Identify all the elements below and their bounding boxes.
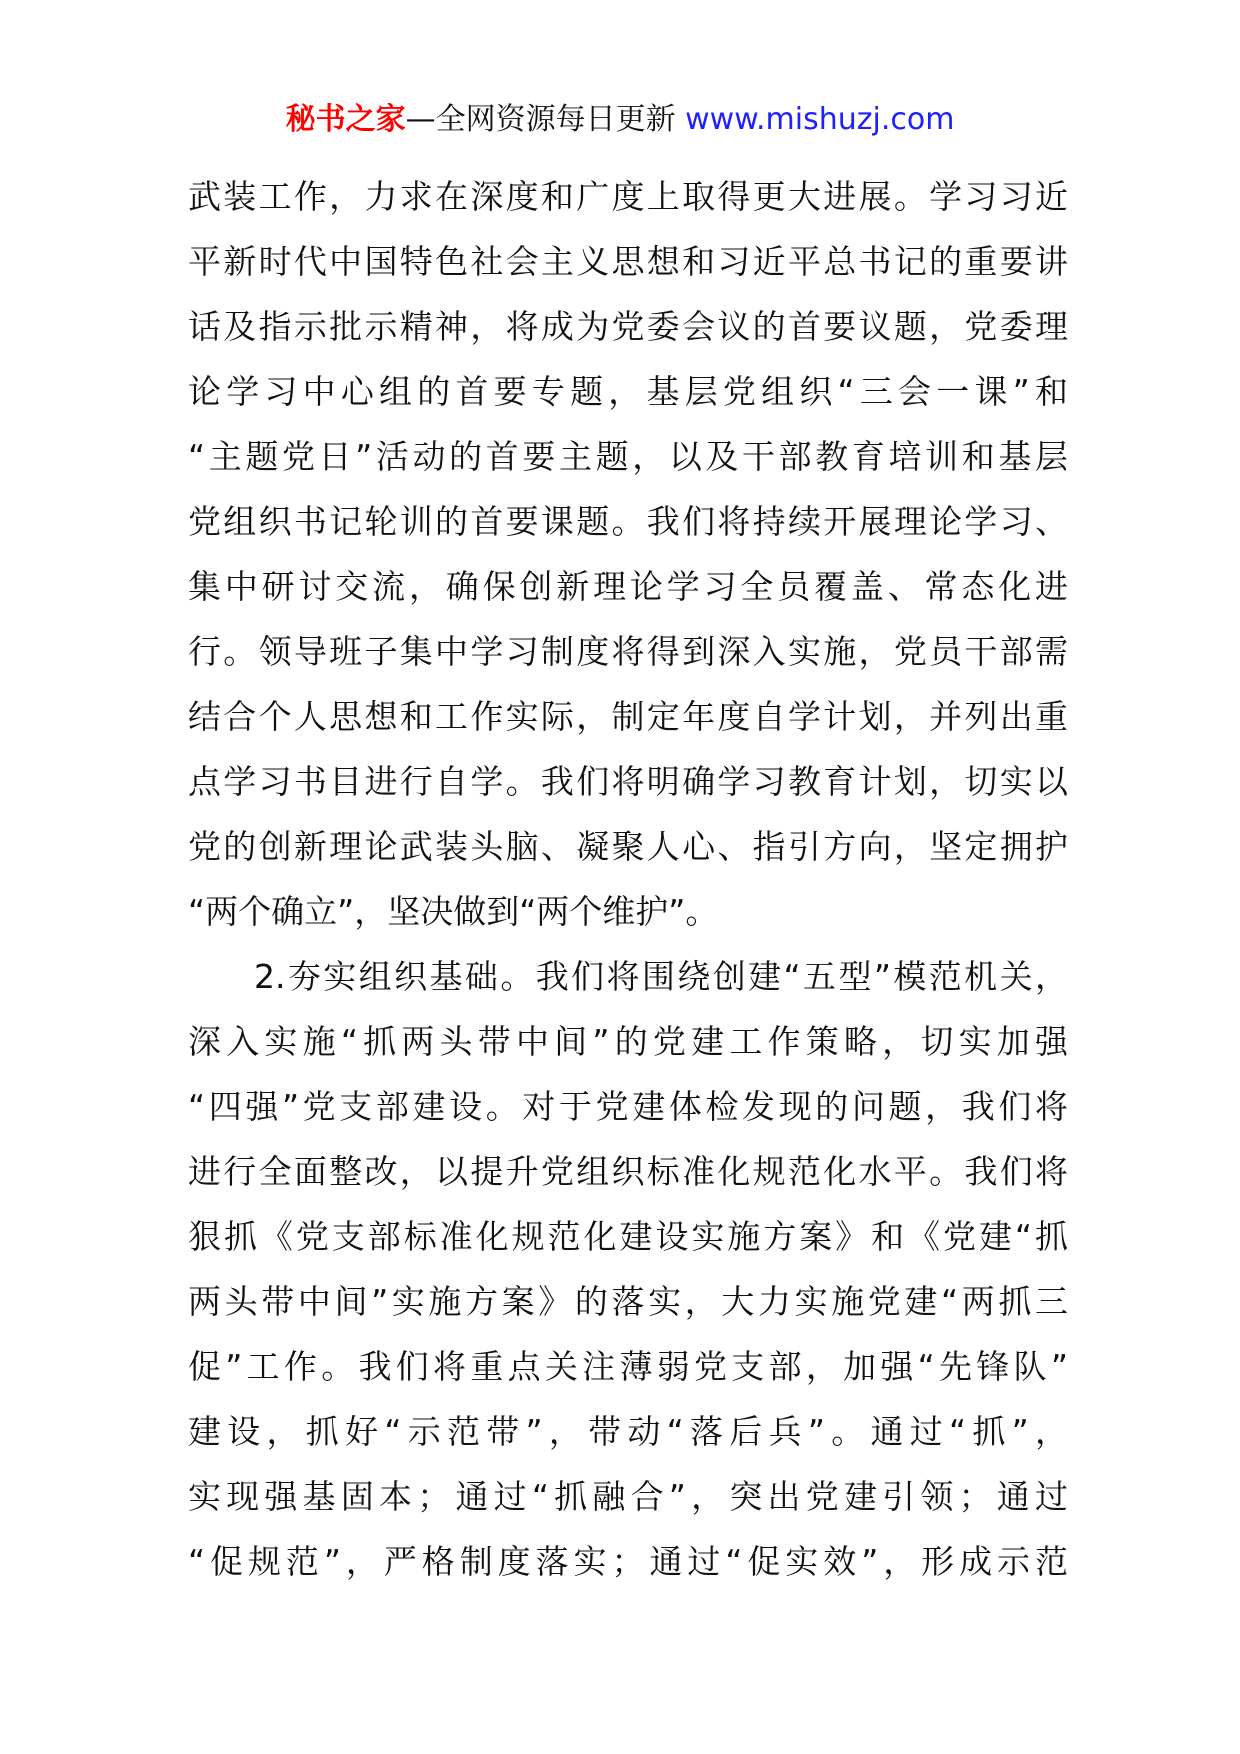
brand-name: 秘书之家 xyxy=(285,102,406,137)
text-line: “主题党日”活动的首要主题，以及干部教育培训和基层 xyxy=(188,437,1068,476)
text-line: “四强”党支部建设。对于党建体检发现的问题，我们将 xyxy=(188,1087,1068,1126)
text-line: 点学习书目进行自学。我们将明确学习教育计划，切实以 xyxy=(188,762,1068,801)
text-line: 武装工作，力求在深度和广度上取得更大进展。学习习近 xyxy=(188,177,1068,216)
text-line: 党组织书记轮训的首要课题。我们将持续开展理论学习、 xyxy=(188,502,1068,541)
text-line: 论学习中心组的首要专题，基层党组织“三会一课”和 xyxy=(188,372,1068,411)
site-header xyxy=(0,100,1240,140)
text-line: 狠抓《党支部标准化规范化建设实施方案》和《党建“抓 xyxy=(188,1217,1068,1256)
text-line: 行。领导班子集中学习制度将得到深入实施，党员干部需 xyxy=(188,632,1068,671)
header-tagline: —全网资源每日更新 xyxy=(405,102,676,137)
text-line: 实现强基固本；通过“抓融合”，突出党建引领；通过 xyxy=(188,1477,1068,1516)
text-line: 平新时代中国特色社会主义思想和习近平总书记的重要讲 xyxy=(188,242,1068,281)
site-url-link[interactable]: www.mishuzj.com xyxy=(685,102,955,137)
text-line: 进行全面整改，以提升党组织标准化规范化水平。我们将 xyxy=(188,1152,1068,1191)
text-line: 结合个人思想和工作实际，制定年度自学计划，并列出重 xyxy=(188,697,1068,736)
text-line: 两头带中间”实施方案》的落实，大力实施党建“两抓三 xyxy=(188,1282,1068,1321)
text-line: 深入实施“抓两头带中间”的党建工作策略，切实加强 xyxy=(188,1022,1068,1061)
text-line: 党的创新理论武装头脑、凝聚人心、指引方向，坚定拥护 xyxy=(188,827,1068,866)
paragraph-start-line: 2.夯实组织基础。我们将围绕创建“五型”模范机关， xyxy=(254,957,1068,996)
document-body xyxy=(188,164,1068,1594)
text-line: 促”工作。我们将重点关注薄弱党支部，加强“先锋队” xyxy=(188,1347,1068,1386)
paragraph-end-line: “两个确立”，坚决做到“两个维护”。 xyxy=(188,892,719,931)
text-line: 话及指示批示精神，将成为党委会议的首要议题，党委理 xyxy=(188,307,1068,346)
text-line: 集中研讨交流，确保创新理论学习全员覆盖、常态化进 xyxy=(188,567,1068,606)
text-line: “促规范”，严格制度落实；通过“促实效”，形成示范 xyxy=(188,1542,1068,1581)
text-line: 建设，抓好“示范带”，带动“落后兵”。通过“抓”， xyxy=(188,1412,1068,1451)
